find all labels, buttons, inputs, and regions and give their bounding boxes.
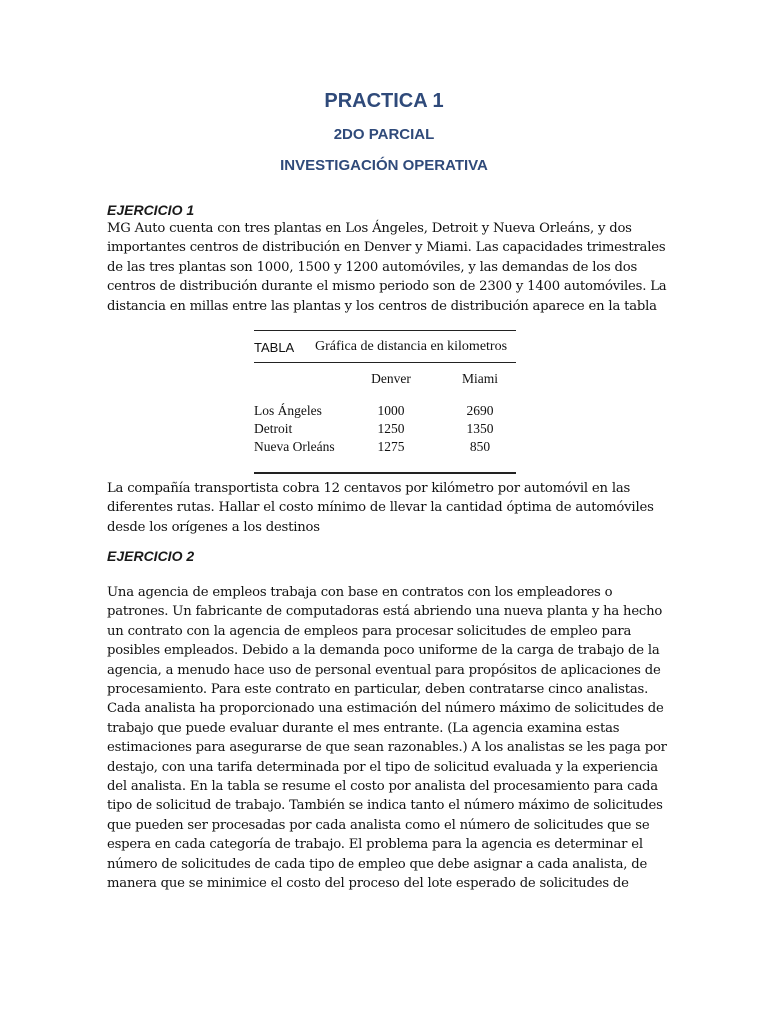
table-row-origin: Nueva Orleáns: [254, 439, 335, 454]
text-line: distancia en millas entre las plantas y los centros de distribución aparece en la tabla: [107, 298, 657, 314]
text-line: MG Auto cuenta con tres plantas en Los Ángeles, Detroit y Nueva Orleáns, y dos: [107, 221, 632, 236]
column-header-miami: Miami: [462, 371, 498, 386]
text-line: destajo, con una tarifa determinada por el tipo de solicitud evaluada y la experiencia: [107, 759, 658, 775]
exercise-2-heading: EJERCICIO 2: [107, 548, 195, 564]
text-line: agencia, a menudo hace uso de personal eventual para propósitos de aplicaciones de: [107, 662, 661, 678]
table-rule: [254, 472, 516, 474]
text-line: del analista. En la tabla se resume el costo por analista del procesamiento para cada: [107, 779, 658, 795]
table-cell-miami: 850: [469, 439, 491, 454]
text-line: patrones. Un fabricante de computadoras está abriendo una nueva planta y ha hecho: [107, 604, 663, 620]
text-line: trabajo que puede evaluar durante el mes entrante. (La agencia examina estas: [107, 720, 620, 736]
page-title: PRACTICA 1: [324, 90, 444, 112]
text-line: Cada analista ha proporcionado una estimación del número máximo de solicitudes de: [107, 701, 664, 717]
exercise-1-closing: [107, 479, 667, 537]
text-line: un contrato con la agencia de empleos para procesar solicitudes de empleo para: [107, 623, 632, 639]
table-caption: Gráfica de distancia en kilometros: [315, 339, 508, 354]
column-header-denver: Denver: [371, 371, 411, 386]
course-title: INVESTIGACIÓN OPERATIVA: [280, 157, 488, 174]
table-row-origin: Detroit: [254, 421, 293, 436]
exercise-2-body: [107, 583, 667, 894]
table-cell-miami: 1350: [466, 421, 494, 436]
table-cell-denver: 1275: [377, 439, 405, 454]
text-line: posibles empleados. Debido a la demanda poco uniforme de la carga de trabajo de la: [107, 643, 660, 659]
table-row-origin: Los Ángeles: [254, 403, 322, 418]
text-line: desde los orígenes a los destinos: [107, 519, 320, 535]
text-line: que pueden ser procesadas por cada analista como el número de solicitudes que se: [107, 817, 650, 833]
text-line: diferentes rutas. Hallar el costo mínimo de llevar la cantidad óptima de automóviles: [107, 500, 654, 516]
text-line: Una agencia de empleos trabaja con base en contratos con los empleadores o: [107, 585, 613, 600]
table-rule: [254, 330, 516, 331]
text-line: espera en cada categoría de trabajo. El problema para la agencia es determinar el: [107, 837, 643, 853]
page-subtitle: 2DO PARCIAL: [333, 126, 435, 143]
text-line: estimaciones para asegurarse de que sean razonables.) A los analistas se les paga por: [107, 740, 667, 756]
table-label: TABLA: [254, 340, 295, 355]
text-line: centros de distribución durante el mismo periodo son de 2300 y 1400 automóviles. La: [107, 279, 667, 295]
text-line: tipo de solicitud de trabajo. También se indica tanto el número máximo de solicitudes: [107, 798, 663, 814]
text-line: procesamiento. Para este contrato en particular, deben contratarse cinco analistas.: [107, 682, 649, 698]
text-line: número de solicitudes de cada tipo de empleo que debe asignar a cada analista, de: [107, 856, 648, 872]
text-line: La compañía transportista cobra 12 centavos por kilómetro por automóvil en las: [107, 481, 631, 496]
table-cell-denver: 1000: [377, 403, 405, 418]
table-cell-denver: 1250: [377, 421, 405, 436]
exercise-1-intro: [107, 219, 667, 316]
table-rule: [254, 362, 516, 363]
exercise-1-heading: EJERCICIO 1: [107, 202, 195, 218]
text-line: de las tres plantas son 1000, 1500 y 1200 automóviles, y las demandas de los dos: [107, 259, 638, 275]
text-line: manera que se minimice el costo del proceso del lote esperado de solicitudes de: [107, 876, 629, 892]
table-cell-miami: 2690: [466, 403, 494, 418]
text-line: importantes centros de distribución en Denver y Miami. Las capacidades trimestrales: [107, 240, 666, 256]
